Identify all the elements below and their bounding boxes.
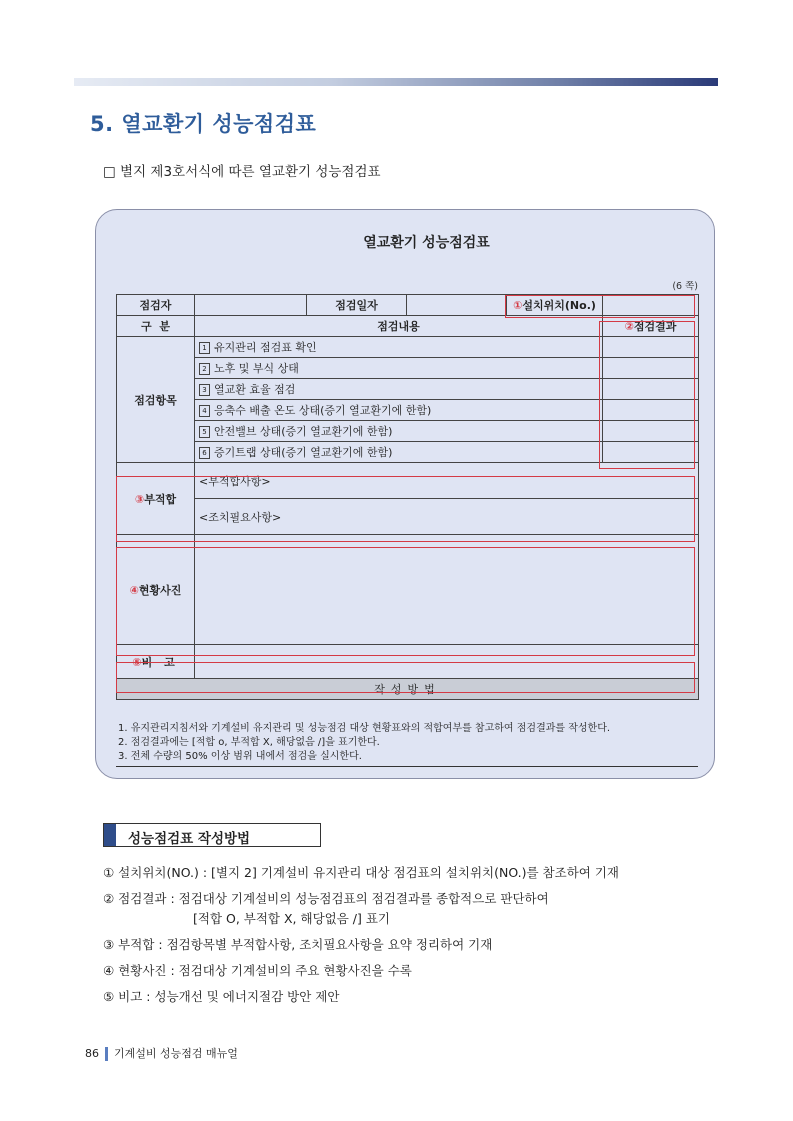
nonconform-label: ③부적합 (117, 463, 195, 535)
item-text: 5 안전밸브 상태(증기 열교환기에 한함) (195, 421, 603, 442)
inspector-field[interactable] (195, 295, 307, 316)
item-row (117, 442, 699, 463)
header-decor-bar (74, 78, 718, 86)
inspection-form-table (116, 294, 699, 700)
method-note: 2. 점검결과에는 [적합 o, 부적합 X, 해당없음 /]을 표기한다. (118, 737, 380, 748)
date-label: 점검일자 (307, 295, 407, 316)
form-bottom-rule (116, 766, 698, 767)
manual-title: 기계설비 성능점검 매뉴얼 (114, 1047, 238, 1060)
method-notes (118, 722, 610, 764)
items-label: 점검항목 (117, 337, 195, 463)
nonconform-field[interactable]: <부적합사항> (195, 463, 699, 499)
guide-item: ① 설치위치(NO.) : [별지 2] 기계설비 유지관리 대상 점검표의 설치위치(NO.)를 참조하여 기재 (103, 865, 619, 880)
method-header: 작성방법 (117, 679, 699, 700)
date-field[interactable] (407, 295, 507, 316)
result-label: ②점검결과 (603, 316, 699, 337)
guide-heading: 성능점검표 작성방법 (128, 831, 251, 847)
guide-heading-accent (104, 824, 116, 846)
guide-item: ③ 부적합 : 점검항목별 부적합사항, 조치필요사항을 요약 정리하여 기재 (103, 937, 493, 952)
item-row (117, 337, 699, 358)
remark-row (117, 645, 699, 679)
remark-label: ⑤비 고 (117, 645, 195, 679)
item-row (117, 400, 699, 421)
action-field[interactable]: <조치필요사항> (195, 499, 699, 535)
guide-item: ⑤ 비고 : 성능개선 및 에너지절감 방안 제안 (103, 989, 340, 1004)
result-cell[interactable] (603, 379, 699, 400)
location-label: ①설치위치(No.) (507, 295, 603, 316)
page-count: (6 쪽) (672, 281, 698, 292)
category-label: 구 분 (117, 316, 195, 337)
page-footer (85, 1045, 238, 1061)
photo-row (117, 535, 699, 645)
item-text: 3 열교환 효율 점검 (195, 379, 603, 400)
result-cell[interactable] (603, 421, 699, 442)
result-cell[interactable] (603, 400, 699, 421)
form-title: 열교환기 성능점검표 (363, 235, 490, 251)
item-text: 4 응축수 배출 온도 상태(증기 열교환기에 한함) (195, 400, 603, 421)
content-label: 점검내용 (195, 316, 603, 337)
location-field[interactable] (603, 295, 699, 316)
result-cell[interactable] (603, 337, 699, 358)
category-header-row (117, 316, 699, 337)
photo-field[interactable] (195, 535, 699, 645)
footer-separator (105, 1047, 108, 1061)
nonconform-row (117, 463, 699, 499)
guide-item-continued: [적합 O, 부적합 X, 해당없음 /] 표기 (193, 911, 390, 926)
subheading: □ 별지 제3호서식에 따른 열교환기 성능점검표 (103, 164, 381, 180)
method-note: 3. 전체 수량의 50% 이상 범위 내에서 점검을 실시한다. (118, 751, 362, 762)
item-text: 1 유지관리 점검표 확인 (195, 337, 603, 358)
method-header-row (117, 679, 699, 700)
item-row (117, 358, 699, 379)
item-row (117, 379, 699, 400)
action-row (117, 499, 699, 535)
method-note: 1. 유지관리지침서와 기계설비 유지관리 및 성능점검 대상 현황표와의 적합여부를 참고하여 점검결과를 작성한다. (118, 723, 611, 734)
item-text: 2 노후 및 부식 상태 (195, 358, 603, 379)
inspector-label: 점검자 (117, 295, 195, 316)
guide-heading-box (103, 823, 321, 847)
item-row (117, 421, 699, 442)
section-title: 5. 열교환기 성능점검표 (90, 112, 317, 136)
remark-field[interactable] (195, 645, 699, 679)
guide-item: ② 점검결과 : 점검대상 기계설비의 성능점검표의 점검결과를 종합적으로 판단하여 (103, 891, 549, 906)
form-header-row (117, 295, 699, 316)
guide-list (103, 860, 619, 1010)
result-cell[interactable] (603, 442, 699, 463)
item-text: 6 증기트랩 상태(증기 열교환기에 한함) (195, 442, 603, 463)
guide-item: ④ 현황사진 : 점검대상 기계설비의 주요 현황사진을 수록 (103, 963, 412, 978)
page-number: 86 (85, 1047, 99, 1060)
photo-label: ④현황사진 (117, 535, 195, 645)
result-cell[interactable] (603, 358, 699, 379)
